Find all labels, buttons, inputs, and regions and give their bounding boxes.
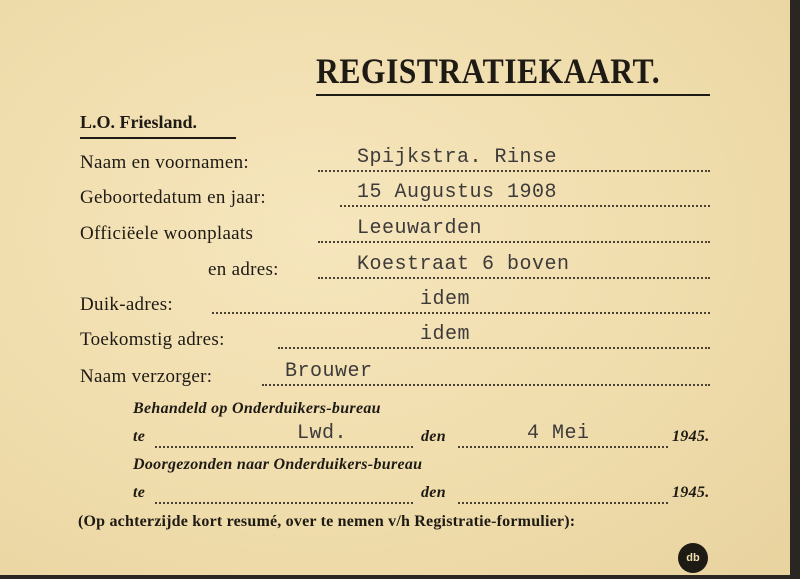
scan-edge [790,0,800,579]
organization-underline [80,137,236,139]
card-title: REGISTRATIEKAART. [316,51,661,91]
behandeld-te-label: te [133,428,146,445]
field-label-geboorte: Geboortedatum en jaar: [80,187,266,208]
field-row-geboorte [0,181,790,217]
field-value-naam: Spijkstra. Rinse [357,146,558,169]
doorgezonden-year: 1945. [672,484,710,501]
behandeld-te-line [155,446,413,448]
footer-note: (Op achterzijde kort resumé, over te nemen v/h Registratie-formulier): [78,513,576,530]
doorgezonden-te-line [155,502,413,504]
field-value-toekomstig: idem [420,323,471,346]
section-behandeld-row [0,422,790,458]
behandeld-te-value: Lwd. [297,422,348,445]
field-line-naam [318,170,710,172]
field-label-naam: Naam en voornamen: [80,152,249,173]
section-behandeld-heading [0,400,790,430]
field-row-duik [0,288,790,324]
field-label-adres: en adres: [208,259,279,280]
field-line-toekomstig [278,347,710,349]
field-label-toekomstig: Toekomstig adres: [80,329,225,350]
printer-stamp: db [678,543,708,573]
field-line-geboorte [340,205,710,207]
field-label-woonplaats: Officiëele woonplaats [80,223,254,244]
behandeld-den-label: den [421,428,446,445]
field-value-adres: Koestraat 6 boven [357,253,570,276]
field-label-verzorger: Naam verzorger: [80,366,213,387]
doorgezonden-den-line [458,502,668,504]
doorgezonden-den-label: den [421,484,446,501]
field-line-adres [318,277,710,279]
organization-name: L.O. Friesland. [80,112,198,132]
doorgezonden-te-label: te [133,484,146,501]
field-value-duik: idem [420,288,471,311]
field-row-toekomstig [0,323,790,359]
field-row-verzorger [0,360,790,396]
section-doorgezonden-heading [0,456,790,486]
field-value-geboorte: 15 Augustus 1908 [357,181,558,204]
behandeld-label: Behandeld op Onderduikers-bureau [133,400,381,417]
field-value-verzorger: Brouwer [285,360,373,383]
field-label-duik: Duik-adres: [80,294,173,315]
behandeld-den-line [458,446,668,448]
field-line-duik [212,312,710,314]
behandeld-year: 1945. [672,428,710,445]
doorgezonden-label: Doorgezonden naar Onderduikers-bureau [133,456,423,473]
behandeld-den-value: 4 Mei [527,422,590,445]
field-line-woonplaats [318,241,710,243]
title-underline [316,94,710,96]
field-value-woonplaats: Leeuwarden [357,217,483,240]
field-row-naam [0,146,790,182]
field-row-adres [0,253,790,289]
field-row-woonplaats [0,217,790,253]
field-line-verzorger [262,384,710,386]
section-doorgezonden-row [0,484,790,514]
